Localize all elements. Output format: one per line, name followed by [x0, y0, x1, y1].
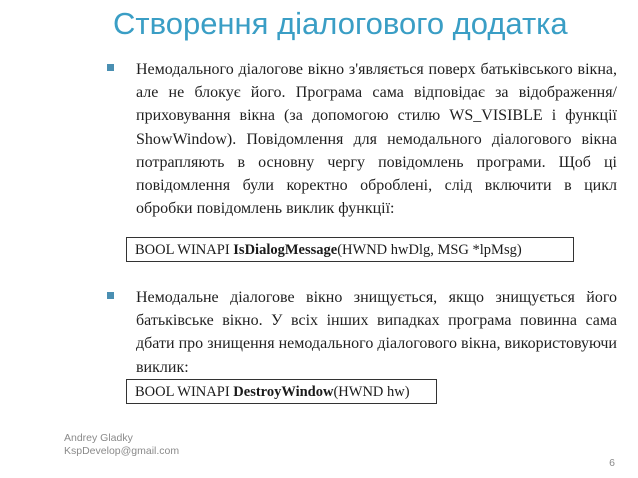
code-snippet-destroy-window	[126, 379, 437, 404]
bullet-text: Немодальне діалогове вікно знищується, якщо знищується його батьківське вікно. У всіх інших випадках програма повинна сама дбати про знищення немодального діалогового вікна, використовуючи виклик:	[136, 289, 617, 376]
square-bullet-icon	[107, 64, 114, 71]
bullet-text: Немодального діалогове вікно з'являється поверх батьківського вікна, але не блокує його. Програма сама відповідає за відображення/приховування вікна (за допомогою стилю WS_VISIBLE і функції ShowWindow). Повідомлення для немодального діалогового вікна потрапляють в основну чергу повідомлень програми. Щоб ці повідомлення були коректно оброблені, слід включити в цикл обробки повідомлень виклик функції:	[136, 61, 617, 218]
author-name: Andrey Gladky	[64, 432, 133, 444]
bullet-item-2	[107, 286, 617, 379]
code-suffix: (HWND hwDlg, MSG *lpMsg)	[337, 242, 522, 258]
code-function-name: DestroyWindow	[233, 384, 334, 400]
author-info	[64, 432, 194, 458]
author-email: KspDevelop@gmail.com	[64, 445, 180, 457]
code-prefix: BOOL WINAPI	[135, 242, 234, 258]
bullet-item-1	[107, 58, 617, 220]
page-number: 6	[609, 457, 615, 469]
slide-title: Створення діалогового додатка	[113, 6, 568, 41]
code-prefix: BOOL WINAPI	[135, 384, 234, 400]
code-snippet-is-dialog-message	[126, 237, 574, 262]
square-bullet-icon	[107, 292, 114, 299]
code-function-name: IsDialogMessage	[233, 242, 338, 258]
code-suffix: (HWND hw)	[333, 384, 410, 400]
